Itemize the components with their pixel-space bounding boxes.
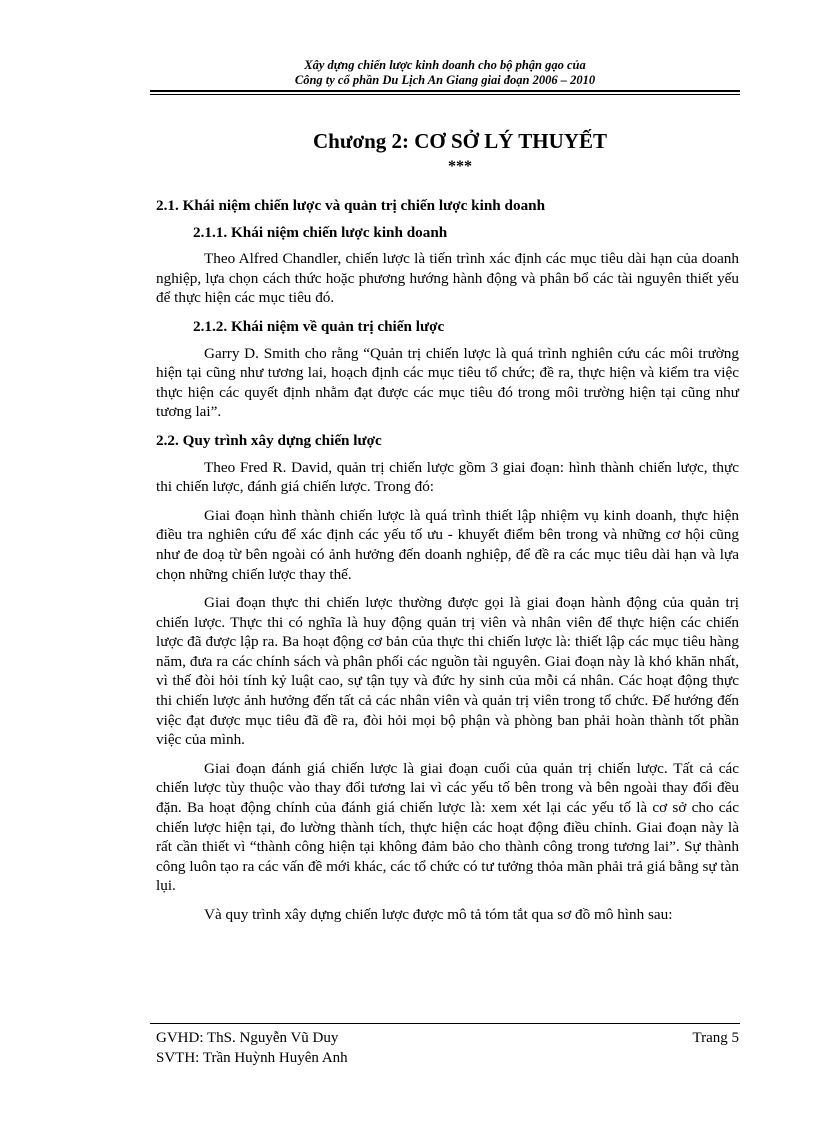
paragraph-formulation: Giai đoạn hình thành chiến lược là quá trình thiết lập nhiệm vụ kinh doanh, thực hiện điều tra nghiên cứu để xác định các yếu tố ưu - khuyết điểm bên trong và những cơ hội cũng như đe doạ từ bên ngoài có ảnh hưởng đến doanh nghiệp, để đề ra các mục tiêu dài hạn và lựa chọn những chiến lược thay thế. [156,506,739,583]
section-heading-2-1-1: 2.1.1. Khái niệm chiến lược kinh doanh [193,223,448,241]
header-line-1: Xây dựng chiến lược kinh doanh cho bộ phận gạo của [304,58,586,72]
paragraph-chandler: Theo Alfred Chandler, chiến lược là tiến trình xác định các mục tiêu dài hạn của doanh nghiệp, lựa chọn cách thức hoặc phương hướng hành động và phân bổ các tài nguyên thiết yếu để thực hiện các mục tiêu đó. [156,250,739,307]
paragraph-david: Theo Fred R. David, quản trị chiến lược gồm 3 giai đoạn: hình thành chiến lược, thực thi chiến lược, đánh giá chiến lược. Trong đó: [156,458,739,496]
header-rule-thin [150,94,740,95]
page-header [150,58,740,88]
paragraph-process-intro: Và quy trình xây dựng chiến lược được mô tả tóm tắt qua sơ đồ mô hình sau: [204,906,673,923]
footer-rule [150,1023,740,1024]
footer-supervisor: GVHD: ThS. Nguyễn Vũ Duy [156,1030,339,1046]
footer-student: SVTH: Trần Huỳnh Huyên Anh [156,1050,348,1066]
header-rule-thick [150,90,740,92]
section-heading-2-1: 2.1. Khái niệm chiến lược và quản trị chiến lược kinh doanh [156,197,546,214]
section-heading-2-1-2: 2.1.2. Khái niệm về quản trị chiến lược [193,317,445,335]
paragraph-smith: Garry D. Smith cho rằng “Quản trị chiến lược là quá trình nghiên cứu các môi trường hiện tại cũng như tương lai, hoạch định các mục tiêu tổ chức; đề ra, thực hiện và kiểm tra việc thực hiện các quyết định nhằm đạt được các mục tiêu đó trong môi trường hiện tại cũng như tương lai”. [156,344,739,421]
page-number: Trang 5 [692,1030,739,1046]
page-footer [156,1028,739,1068]
chapter-title: Chương 2: CƠ SỞ LÝ THUYẾT [313,129,607,153]
header-line-2: Công ty cổ phần Du Lịch An Giang giai đoạn 2006 – 2010 [294,73,596,87]
chapter-stars: *** [448,158,472,175]
paragraph-evaluation: Giai đoạn đánh giá chiến lược là giai đoạn cuối của quản trị chiến lược. Tất cả các chiến lược tùy thuộc vào thay đổi tương lai vì các yếu tố bên trong và bên ngoài thay đổi đều đặn. Ba hoạt động chính của đánh giá chiến lược là: xem xét lại các yếu tố là cơ sở cho các chiến lược hiện tại, đo lường thành tích, thực hiện các hoạt động điều chỉnh. Giai đoạn này là rất cần thiết vì “thành công hiện tại không đảm bảo cho thành công trong tương lai”. Sự thành công luôn tạo ra các vấn đề mới khác, các tổ chức có tư tưởng thỏa mãn phải trả giá bằng sự tàn lụi. [156,759,739,895]
document-body [156,196,739,931]
section-heading-2-2: 2.2. Quy trình xây dựng chiến lược [156,431,382,449]
paragraph-implementation: Giai đoạn thực thi chiến lược thường được gọi là giai đoạn hành động của quản trị chiến lược. Thực thi có nghĩa là huy động quản trị viên và nhân viên để thực hiện các chiến lược đã được lập ra. Ba hoạt động cơ bản của thực thi chiến lược là: thiết lập các mục tiêu hàng năm, đưa ra các chính sách và phân phối các nguồn tài nguyên. Giai đoạn này là khó khăn nhất, vì thế đòi hỏi tính kỷ luật cao, sự tận tụy và đức hy sinh của mỗi cá nhân. Các hoạt động thực thi chiến lược ảnh hưởng đến tất cả các nhân viên và quản trị viên trong tổ chức. Để hướng đến việc đạt được mục tiêu đã đề ra, đòi hỏi mọi bộ phận và phòng ban phải hoàn thành tốt phần việc của mình. [156,594,739,749]
